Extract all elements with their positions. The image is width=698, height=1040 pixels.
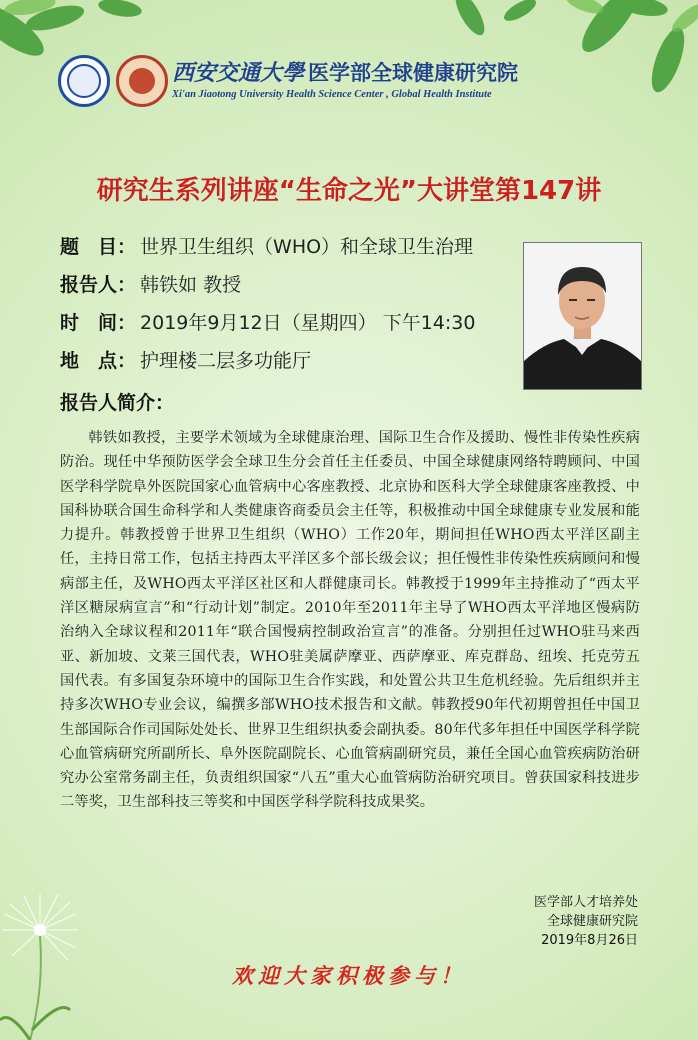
organizer-signature: [534, 893, 638, 950]
xjtu-logo: [58, 55, 110, 107]
topic-label: 题 目: [60, 236, 118, 258]
institute-name: 全球健康研究院: [371, 61, 519, 85]
university-name: 西安交通大學: [172, 60, 305, 86]
topic-value: 世界卫生组织（WHO）和全球卫生治理: [140, 236, 474, 258]
issue-date: 2019年8月26日: [541, 933, 638, 948]
place-value: 护理楼二层多功能厅: [140, 350, 312, 372]
organizer-dept: 医学部人才培养处: [533, 895, 638, 910]
institution-header: [172, 56, 518, 100]
welcome-message: 欢迎大家积极参与！: [232, 963, 466, 988]
institution-english-name: Xi'an Jiaotong University Health Science Center , Global Health Institute: [172, 89, 492, 100]
department-name: 医学部: [308, 61, 372, 85]
lecture-info: [60, 232, 520, 384]
time-label: 时 间: [60, 312, 118, 334]
speaker-label: 报告人: [60, 274, 118, 296]
time-row: [60, 308, 520, 346]
time-colon: ：: [117, 312, 137, 334]
poster-title: 研究生系列讲座“生命之光”大讲堂第147讲: [96, 176, 602, 206]
speaker-value: 韩铁如 教授: [140, 274, 242, 296]
place-colon: ：: [117, 350, 137, 372]
health-center-logo: [116, 55, 168, 107]
speaker-photo: [523, 242, 642, 390]
bio-heading: 报告人简介：: [60, 392, 175, 414]
place-label: 地 点: [60, 350, 118, 372]
speaker-colon: ：: [117, 274, 137, 296]
time-value: 2019年9月12日（星期四） 下午14:30: [140, 312, 476, 334]
speaker-bio: 韩铁如教授，主要学术领域为全球健康治理、国际卫生合作及援助、慢性非传染性疾病防治。现任中华预防医学会全球卫生分会首任主任委员、中国全球健康网络特聘顾问、中国医学科学院阜外医院国家心血管病中心客座教授、北京协和医科大学全球健康客座教授、中国科协联合国生命科学和人类健康咨商委员会主任等，积极推动中国全球健康专业发展和能力提升。韩教授曾于世界卫生组织（WHO）工作20年，期间担任WHO西太平洋区副主任，主持日常工作，包括主持西太平洋区多个部长级会议；担任慢性非传染性疾病顾问和慢病部主任，及WHO西太平洋区社区和人群健康司长。韩教授于1999年主持推动了“西太平洋区糖尿病宣言”和“行动计划”制定。2010年至2011年主导了WHO西太平洋地区慢病防治纳入全球议程和2011年“联合国慢病控制政治宣言”的准备。分别担任过WHO驻马来西亚、新加坡、文莱三国代表，WHO驻美属萨摩亚、西萨摩亚、库克群岛、纽埃、托克劳五国代表。有多国复杂环境中的国际卫生合作实践，和处置公共卫生危机经验。先后组织并主持多次WHO专业会议，编撰多部WHO技术报告和文献。韩教授90年代初期曾担任中国卫生部国际合作司国际处处长、世界卫生组织执委会副执委。80年代多年担任中国医学科学院心血管病研究所副所长、阜外医院副院长、心血管病副研究员，兼任全国心血管疾病防治研究办公室常务副主任，负责组织国家“八五”重大心血管病防治研究项目。曾获国家科技进步二等奖，卫生部科技三等奖和中国医学科学院科技成果奖。: [60, 430, 640, 811]
organizer-institute: 全球健康研究院: [546, 914, 638, 929]
speaker-portrait-icon: [524, 243, 641, 389]
topic-colon: ：: [117, 236, 137, 258]
topic-row: [60, 232, 520, 270]
speaker-row: [60, 270, 520, 308]
place-row: [60, 346, 520, 384]
logo-group: [58, 56, 174, 106]
